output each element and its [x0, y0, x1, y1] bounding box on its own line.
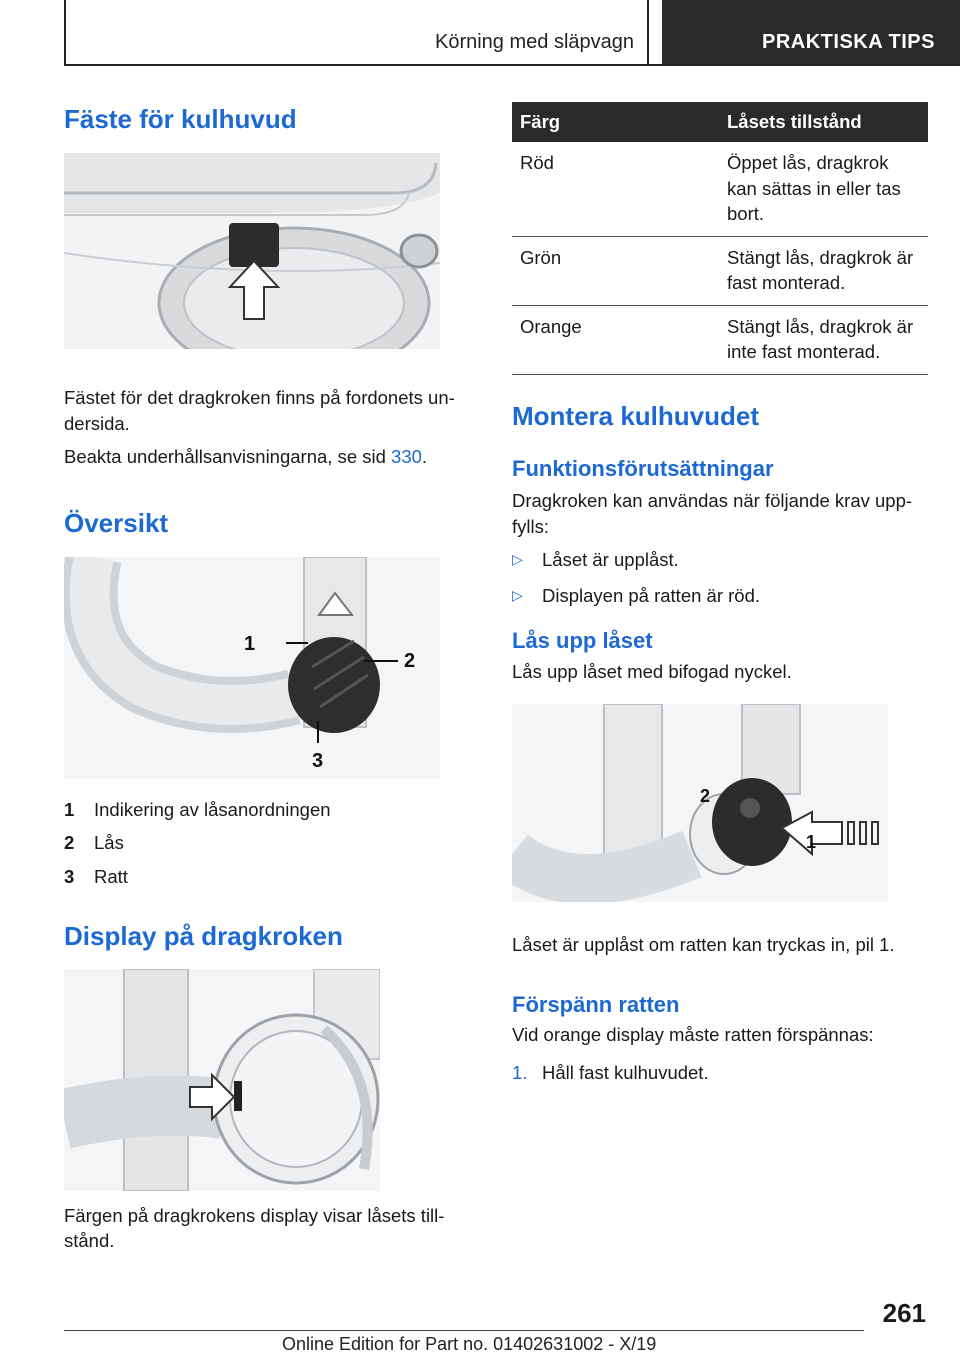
display-caption: Färgen på dragkrokens display visar låsets till-stånd. [64, 1204, 445, 1252]
step-number: 1. [512, 1061, 528, 1083]
pretension-steps [512, 1060, 928, 1086]
legend-text: Ratt [94, 865, 128, 887]
page-number: 261 [882, 1298, 926, 1328]
mount-paragraph-2-end: . [421, 446, 428, 468]
list-item [64, 797, 474, 823]
table-header-row [512, 102, 928, 142]
table-cell-color: Orange [512, 305, 719, 374]
heading-unlock: Lås upp låset [512, 628, 653, 654]
table-cell-state: Stängt lås, dragkrok är inte fast monterad. [719, 305, 928, 374]
legend-text: Indikering av låsanordningen [94, 798, 331, 820]
triangle-bullet-icon: ▷ [512, 551, 523, 568]
unlock-figure [512, 704, 888, 902]
pretension-paragraph: Vid orange display måste ratten förspännas: [512, 1024, 874, 1046]
table-cell-color: Grön [512, 236, 719, 305]
step-text: Håll fast kulhuvudet. [542, 1061, 709, 1083]
heading-prerequisites: Funktionsförutsättningar [512, 455, 774, 481]
table-row [512, 142, 928, 236]
list-item [512, 583, 928, 609]
table-cell-state: Stängt lås, dragkrok är fast monterad. [719, 236, 928, 305]
unlock-label-1: 1 [806, 832, 817, 853]
header-divider [647, 0, 649, 64]
heading-mount: Fäste för kulhuvud [64, 104, 297, 134]
list-item-text: Låset är upplåst. [542, 549, 679, 571]
heading-mount-ball: Montera kulhuvudet [512, 400, 760, 431]
tow-hook-display-illustration [64, 969, 380, 1191]
heading-overview: Översikt [64, 507, 169, 538]
unlock-illustration [512, 704, 888, 902]
left-column [64, 100, 474, 1254]
table-cell-color: Röd [512, 142, 719, 236]
heading-pretension: Förspänn ratten [512, 991, 680, 1017]
mount-paragraph-1: Fästet för det dragkroken finns på fordonets un-dersida. [64, 387, 455, 434]
prereq-list [512, 547, 928, 608]
list-item [512, 1060, 928, 1086]
heading-display: Display på dragkroken [64, 921, 343, 952]
overview-label-2: 2 [404, 649, 416, 672]
overview-label-1: 1 [244, 632, 256, 655]
legend-number: 3 [64, 865, 75, 887]
overview-label-3: 3 [312, 749, 324, 772]
list-item-text: Displayen på ratten är röd. [542, 584, 761, 606]
tow-hook-overview-illustration [64, 557, 440, 779]
triangle-bullet-icon: ▷ [512, 586, 523, 603]
footer-rule [64, 1330, 864, 1331]
right-column [512, 102, 928, 1085]
header-chapter-tab[interactable]: PRAKTISKA TIPS [662, 0, 960, 64]
overview-legend [64, 797, 474, 890]
header-rule [64, 64, 960, 66]
page-reference-link[interactable]: 330 [391, 446, 422, 468]
mount-paragraph-2 [64, 444, 474, 470]
prereq-paragraph: Dragkroken kan användas när följande krav upp-fylls: [512, 490, 913, 537]
mount-paragraph-2-text: Beakta underhållsanvisningarna, se sid [64, 446, 392, 468]
unlock-caption: Låset är upplåst om ratten kan tryckas in, pil 1. [512, 934, 895, 956]
overview-figure [64, 557, 440, 779]
unlock-label-2: 2 [700, 786, 711, 807]
display-figure [64, 969, 380, 1191]
header-section-title: Körning med släpvagn [434, 31, 634, 53]
mount-figure [64, 153, 440, 349]
color-state-table [512, 102, 928, 375]
table-header-state: Låsets tillstånd [719, 102, 928, 142]
list-item [64, 830, 474, 856]
list-item [512, 547, 928, 573]
legend-number: 2 [64, 832, 75, 854]
car-rear-illustration [64, 153, 440, 349]
legend-number: 1 [64, 798, 75, 820]
footer-edition-text: Online Edition for Part no. 01402631002 - X/19 [282, 1334, 657, 1354]
table-row [512, 236, 928, 305]
table-header-color: Färg [512, 102, 719, 142]
list-item [64, 864, 474, 890]
table-row [512, 305, 928, 374]
table-cell-state: Öppet lås, dragkrok kan sättas in eller tas bort. [719, 142, 928, 236]
legend-text: Lås [94, 832, 124, 854]
unlock-paragraph: Lås upp låset med bifogad nyckel. [512, 660, 792, 682]
